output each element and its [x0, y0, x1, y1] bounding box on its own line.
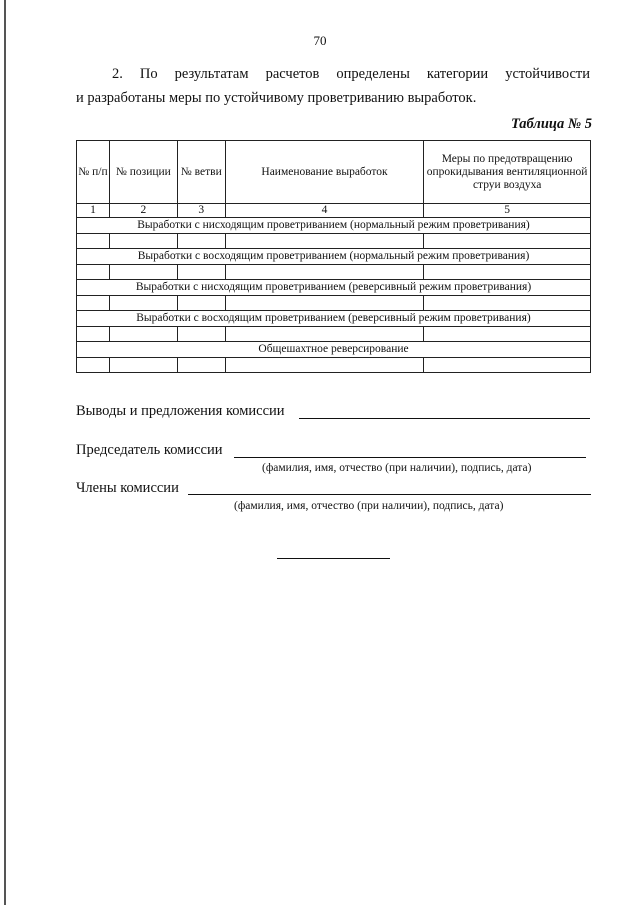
empty-cell [225, 327, 424, 342]
column-number-cell: 5 [424, 204, 591, 218]
empty-cell [77, 296, 110, 311]
header-cell-measures: Меры по предотвращению опрокидывания вентиляционной струи воздуха [424, 141, 591, 204]
members-label: Члены комиссии [76, 480, 179, 496]
empty-cell [109, 327, 177, 342]
members-caption: (фамилия, имя, отчество (при наличии), подпись, дата) [234, 500, 504, 512]
empty-cell [77, 234, 110, 249]
table-row [77, 265, 591, 280]
section-title: Общешахтное реверсирование [77, 342, 591, 358]
table-header-row [77, 141, 591, 204]
section-title: Выработки с восходящим проветриванием (реверсивный режим проветривания) [77, 311, 591, 327]
empty-cell [177, 358, 225, 373]
section-title: Выработки с восходящим проветриванием (нормальный режим проветривания) [77, 249, 591, 265]
page-number: 70 [313, 33, 327, 48]
column-number-cell: 3 [177, 204, 225, 218]
empty-cell [225, 358, 424, 373]
empty-cell [424, 296, 591, 311]
empty-cell [424, 265, 591, 280]
members-fill-line [188, 494, 591, 495]
empty-cell [225, 296, 424, 311]
empty-cell [177, 265, 225, 280]
column-number-cell: 1 [77, 204, 110, 218]
empty-cell [177, 296, 225, 311]
header-cell-number: № п/п [77, 141, 110, 204]
section-row [77, 311, 591, 327]
table-caption: Таблица № 5 [510, 116, 592, 132]
chairman-caption: (фамилия, имя, отчество (при наличии), подпись, дата) [262, 462, 532, 474]
chairman-fill-line [234, 457, 586, 458]
header-cell-branch: № ветви [177, 141, 225, 204]
empty-cell [225, 234, 424, 249]
empty-cell [109, 234, 177, 249]
empty-cell [77, 358, 110, 373]
conclusions-label: Выводы и предложения комиссии [76, 403, 285, 419]
empty-cell [177, 234, 225, 249]
table-row [77, 358, 591, 373]
header-cell-workings-name: Наименование выработок [225, 141, 424, 204]
empty-cell [109, 358, 177, 373]
closing-separator-line [277, 558, 390, 559]
empty-cell [225, 265, 424, 280]
column-number-cell: 2 [109, 204, 177, 218]
page-edge [4, 0, 6, 905]
empty-cell [424, 234, 591, 249]
column-number-row [77, 204, 591, 218]
empty-cell [77, 265, 110, 280]
table-row [77, 296, 591, 311]
section-row [77, 249, 591, 265]
conclusions-fill-line [299, 418, 590, 419]
column-number-cell: 4 [225, 204, 424, 218]
section-title: Выработки с нисходящим проветриванием (нормальный режим проветривания) [77, 218, 591, 234]
table-row [77, 234, 591, 249]
header-cell-position: № позиции [109, 141, 177, 204]
section-row [77, 218, 591, 234]
empty-cell [109, 265, 177, 280]
paragraph-line-1: 2. По результатам расчетов определены категории устойчивости [112, 66, 590, 82]
section-title: Выработки с нисходящим проветриванием (реверсивный режим проветривания) [77, 280, 591, 296]
paragraph-line-2: и разработаны меры по устойчивому проветриванию выработок. [76, 90, 477, 106]
chairman-label: Председатель комиссии [76, 442, 223, 458]
table-row [77, 327, 591, 342]
section-row [77, 280, 591, 296]
empty-cell [177, 327, 225, 342]
section-row [77, 342, 591, 358]
empty-cell [424, 327, 591, 342]
empty-cell [77, 327, 110, 342]
measures-table [76, 140, 591, 373]
empty-cell [424, 358, 591, 373]
empty-cell [109, 296, 177, 311]
